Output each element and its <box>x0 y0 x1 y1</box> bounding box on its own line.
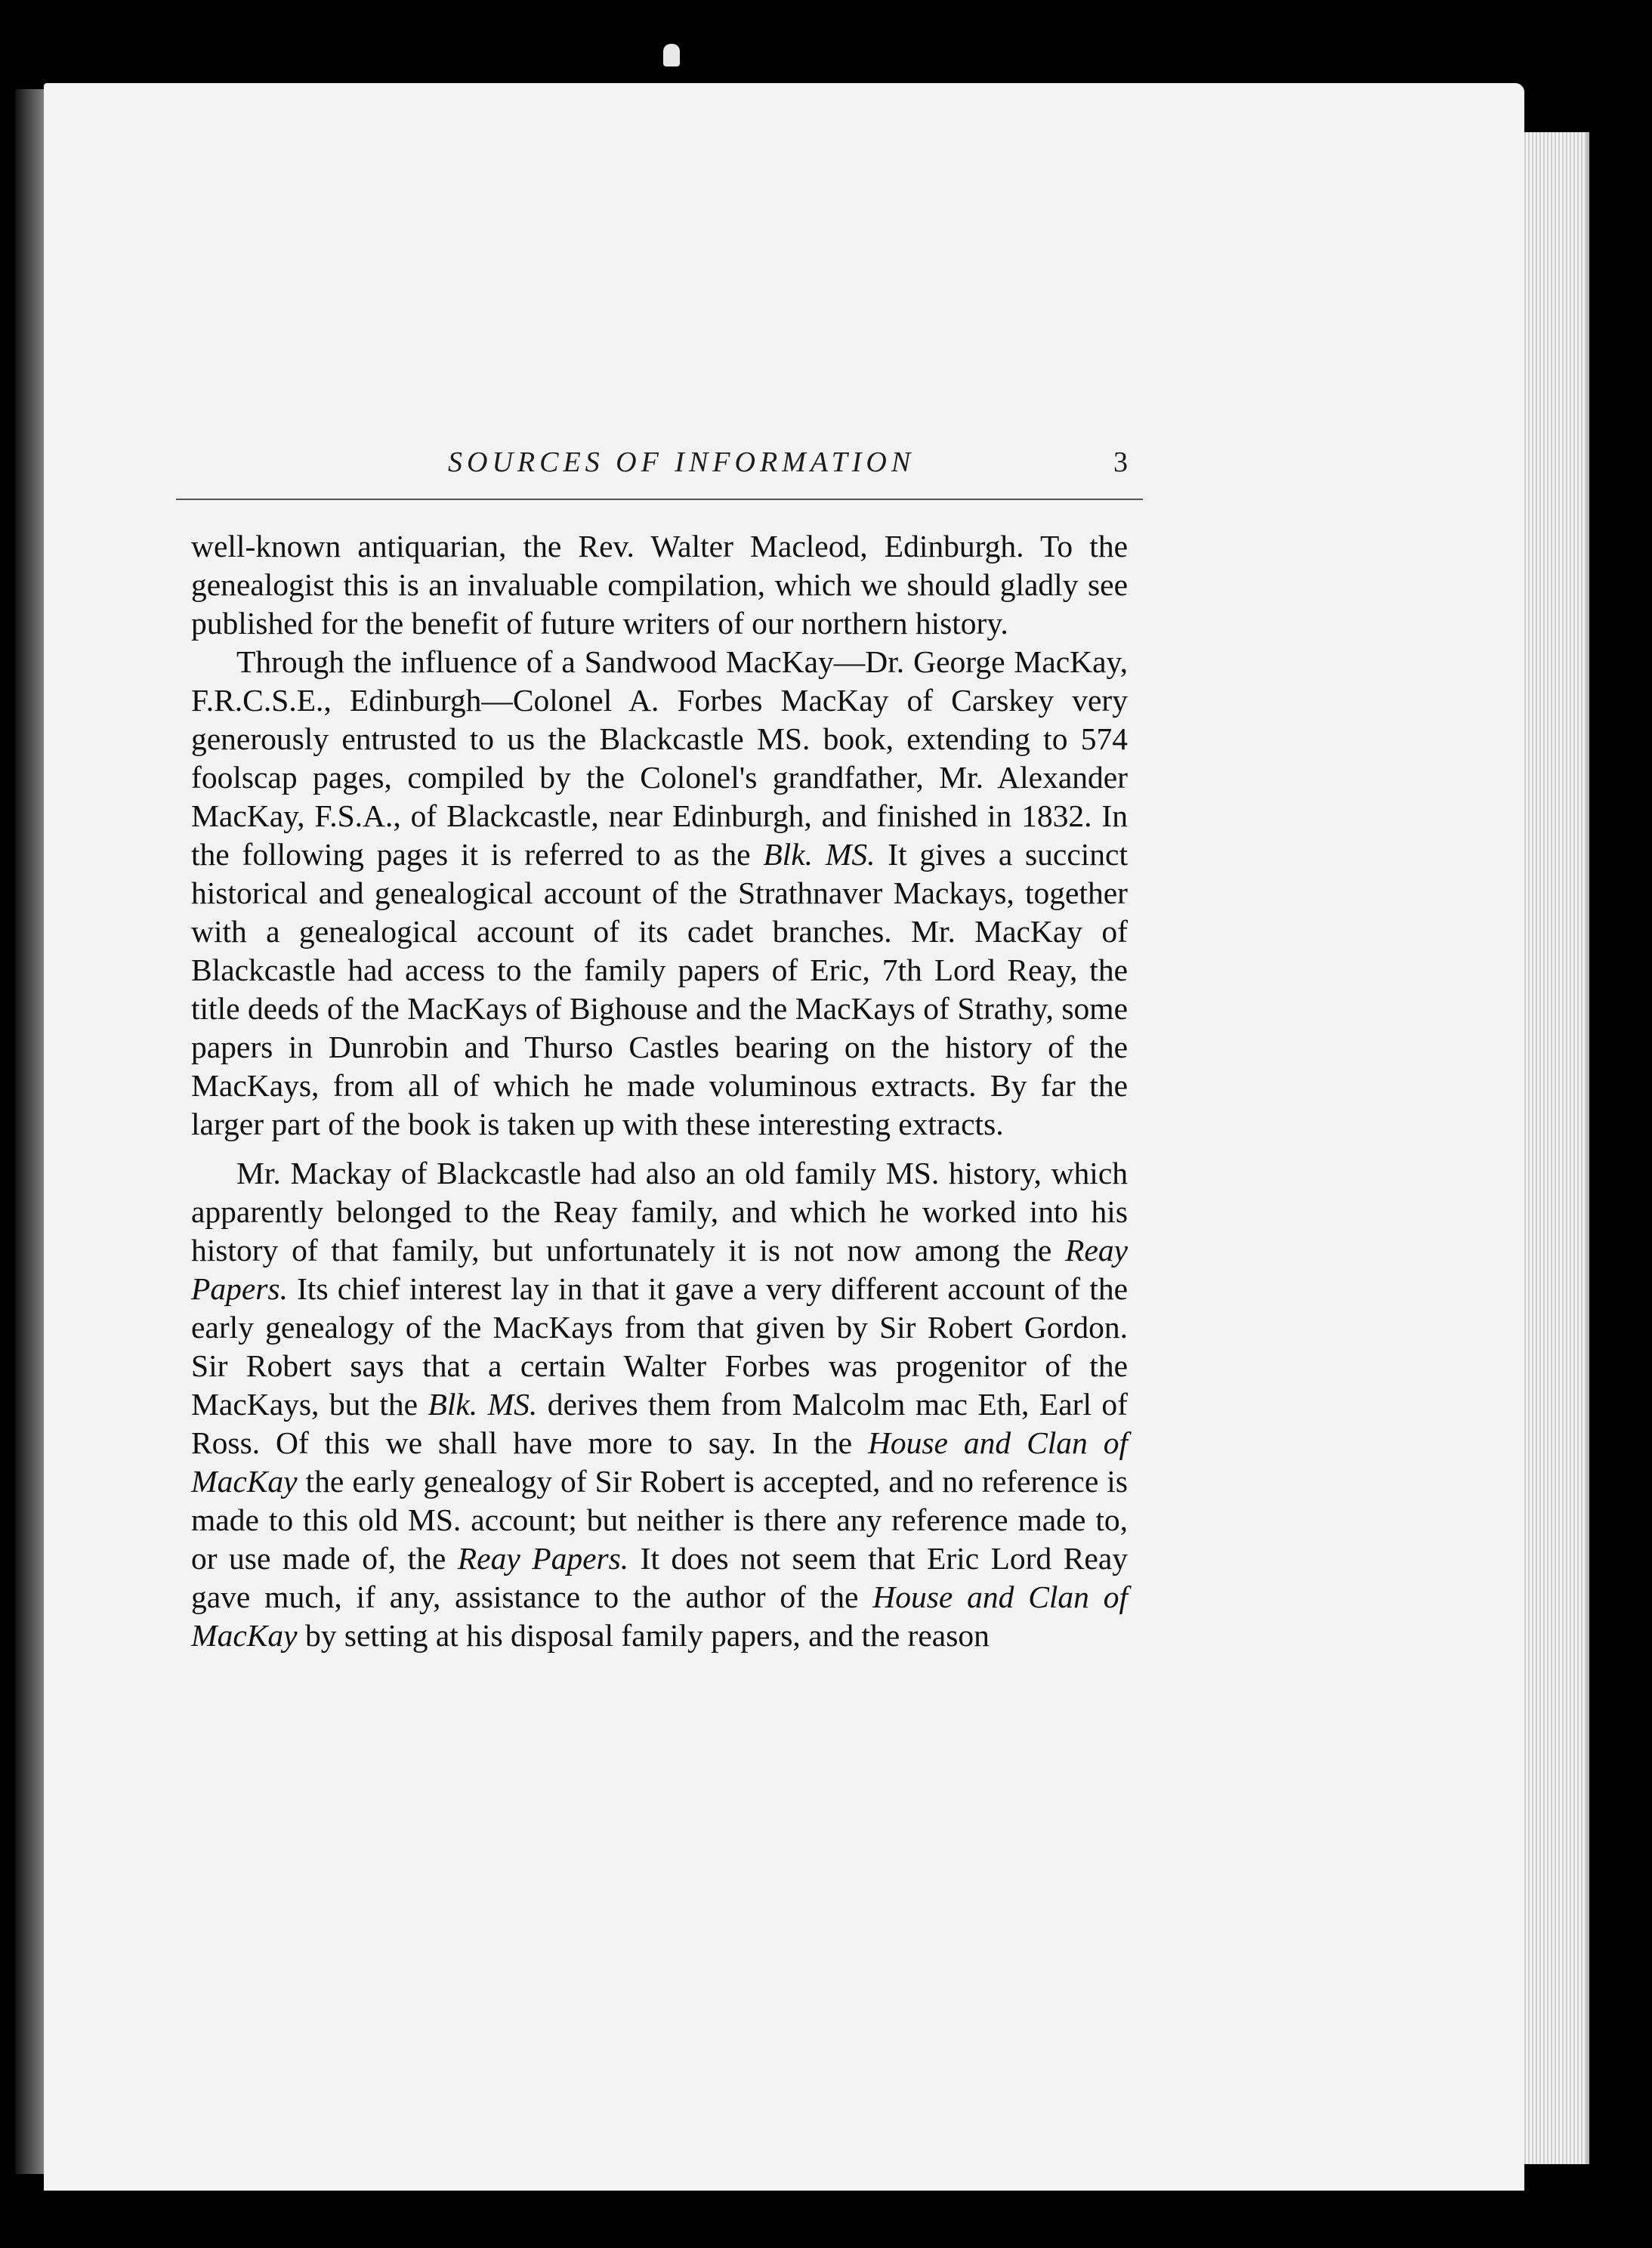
running-title: SOURCES OF INFORMATION <box>448 446 916 478</box>
paragraph-3-italic-1: Reay Papers. <box>191 1233 1128 1306</box>
paragraph-3-text-5: It does not seem that Eric Lord Reay gave much, if any, assistance to the author of the <box>191 1541 1129 1614</box>
paragraph-3-italic-5: House and Clan of MacKay <box>191 1579 1129 1653</box>
page-blemish <box>663 44 680 66</box>
paragraph-3-italic-3: House and Clan of MacKay <box>191 1425 1128 1499</box>
paragraph-2-text-2: It gives a succinct historical and genealogical account of the Strathnaver Mackays, together with a genealogical account of its cadet branches. Mr. MacKay of Blackcastle had access to the family papers of Eric, 7th Lord Reay, the title deeds of the MacKays of Bighouse and the MacKays of Strathy, some papers in Dunrobin and Thurso Castles bearing on the history of the MacKays, from all of which he made voluminous extracts. By far the larger part of the book is taken up with these interesting extracts. <box>191 837 1129 1141</box>
book-page <box>44 83 1524 2191</box>
paragraph-1: well-known antiquarian, the Rev. Walter Macleod, Edinburgh. To the genealogist this is an invaluable compilation, which we should gladly see published for the benefit of future writers of our northern history. <box>191 529 1128 641</box>
paragraph-2-italic-1: Blk. MS. <box>763 837 875 872</box>
paragraph-3 <box>191 1154 1128 1655</box>
paragraph-2-text-1: Through the influence of a Sandwood MacKay—Dr. George MacKay, F.R.C.S.E., Edinburgh—Colonel A. Forbes MacKay of Carskey very generously entrusted to us the Blackcastle MS. book, extending to 574 foolscap pages, compiled by the Colonel's grandfather, Mr. Alexander MacKay, F.S.A., of Blackcastle, near Edinburgh, and finished in 1832. In the following pages it is referred to as the <box>191 644 1128 872</box>
paragraph-2 <box>191 643 1128 1144</box>
header-rule <box>176 499 1143 500</box>
left-page-edge <box>15 89 47 2174</box>
paragraph-3-text-1: Mr. Mackay of Blackcastle had also an old family MS. history, which apparently belonged to the Reay family, and which he worked into his history of that family, but unfortunately it is not now among the <box>191 1156 1128 1268</box>
paragraph-3-italic-2: Blk. MS. <box>428 1387 538 1422</box>
running-head <box>191 446 1128 499</box>
page-number: 3 <box>1113 446 1128 478</box>
paragraph-3-italic-4: Reay Papers. <box>457 1541 629 1576</box>
paragraph-3-text-6: by setting at his disposal family papers, and the reason <box>297 1618 990 1653</box>
paragraph-3-text-3: derives them from Malcolm mac Eth, Earl of Ross. Of this we shall have more to say. In the <box>191 1387 1129 1460</box>
paragraph-3-text-2: Its chief interest lay in that it gave a very different account of the early genealogy of the MacKays from that given by Sir Robert Gordon. Sir Robert says that a certain Walter Forbes was progenitor of the MacKays, but the <box>191 1271 1128 1422</box>
page-text-area <box>191 446 1128 1655</box>
paragraph-3-text-4: the early genealogy of Sir Robert is accepted, and no reference is made to this old MS. account; but neither is there any reference made to, or use made of, the <box>191 1464 1128 1576</box>
